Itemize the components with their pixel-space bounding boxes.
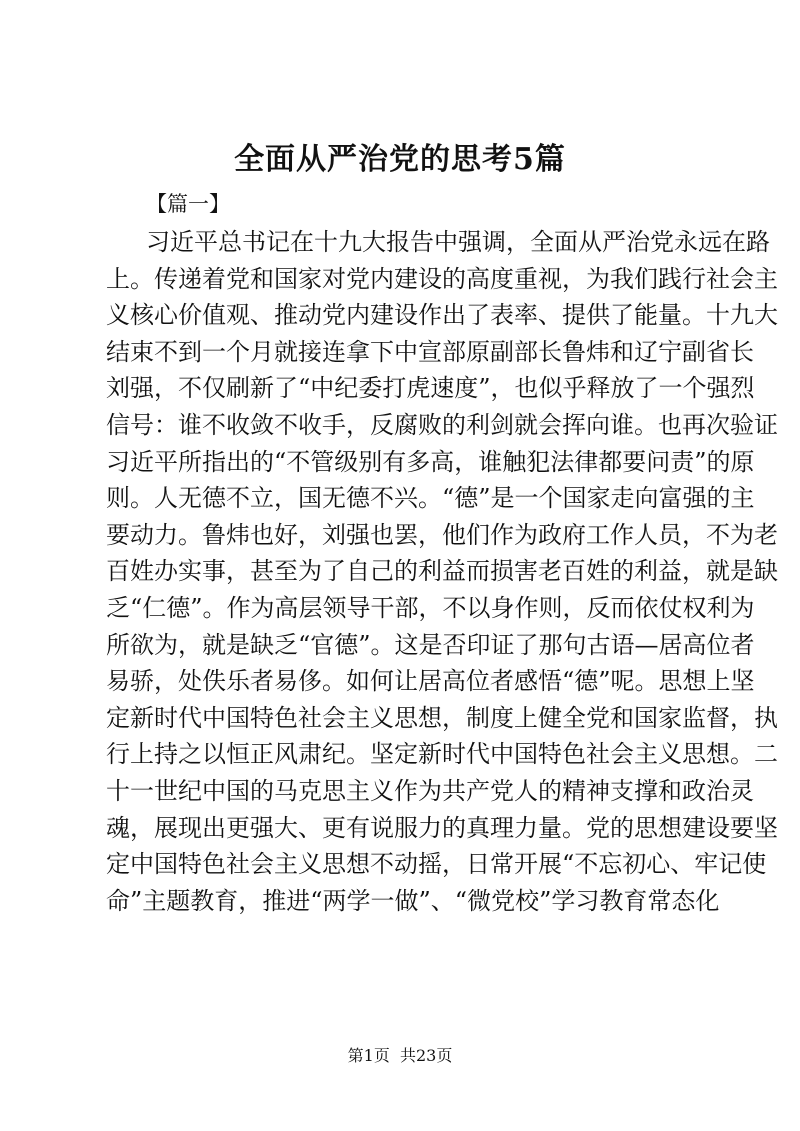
- body-line: 义核心价值观、推动党内建设作出了表率、提供了能量。十九大: [106, 301, 778, 330]
- body-line: 刘强，不仅刷新了“中纪委打虎速度”，也似乎释放了一个强烈: [106, 374, 755, 403]
- body-line: 则。人无德不立，国无德不兴。“德”是一个国家走向富强的主: [106, 484, 755, 513]
- section-heading: 【篇一】: [146, 192, 230, 216]
- body-line: 定中国特色社会主义思想不动摇，日常开展“不忘初心、牢记使: [106, 850, 767, 879]
- body-line: 结束不到一个月就接连拿下中宣部原副部长鲁炜和辽宁副省长: [106, 337, 754, 366]
- body-line: 百姓办实事，甚至为了自己的利益而损害老百姓的利益，就是缺: [106, 557, 778, 586]
- body-line: 十一世纪中国的马克思主义作为共产党人的精神支撑和政治灵: [106, 776, 754, 805]
- document-title: 全面从严治党的思考5篇: [234, 142, 566, 177]
- body-paragraph: [106, 224, 778, 919]
- body-line: 上。传递着党和国家对党内建设的高度重视，为我们践行社会主: [106, 264, 778, 293]
- body-line: 要动力。鲁炜也好，刘强也罢，他们作为政府工作人员，不为老: [106, 520, 778, 549]
- body-line: 所欲为，就是缺乏“官德”。这是否印证了那句古语—居高位者: [106, 630, 755, 659]
- body-line: 信号：谁不收敛不收手，反腐败的利剑就会挥向谁。也再次验证: [106, 410, 778, 439]
- page-footer: [0, 1044, 800, 1068]
- page-number: 第1页 共23页: [347, 1046, 453, 1065]
- body-line: 习近平所指出的“不管级别有多高，谁触犯法律都要问责”的原: [106, 447, 755, 476]
- body-line: 行上持之以恒正风肃纪。坚定新时代中国特色社会主义思想。二: [106, 740, 778, 769]
- body-line: 魂，展现出更强大、更有说服力的真理力量。党的思想建设要坚: [106, 813, 778, 842]
- body-line: 易骄，处佚乐者易侈。如何让居高位者感悟“德”呢。思想上坚: [106, 667, 755, 696]
- body-line: 定新时代中国特色社会主义思想，制度上健全党和国家监督，执: [106, 703, 778, 732]
- body-line: 命”主题教育，推进“两学一做”、“微党校”学习教育常态化: [106, 886, 720, 915]
- body-line: 乏“仁德”。作为高层领导干部，不以身作则，反而依仗权利为: [106, 593, 755, 622]
- body-line: 习近平总书记在十九大报告中强调，全面从严治党永远在路: [146, 228, 770, 256]
